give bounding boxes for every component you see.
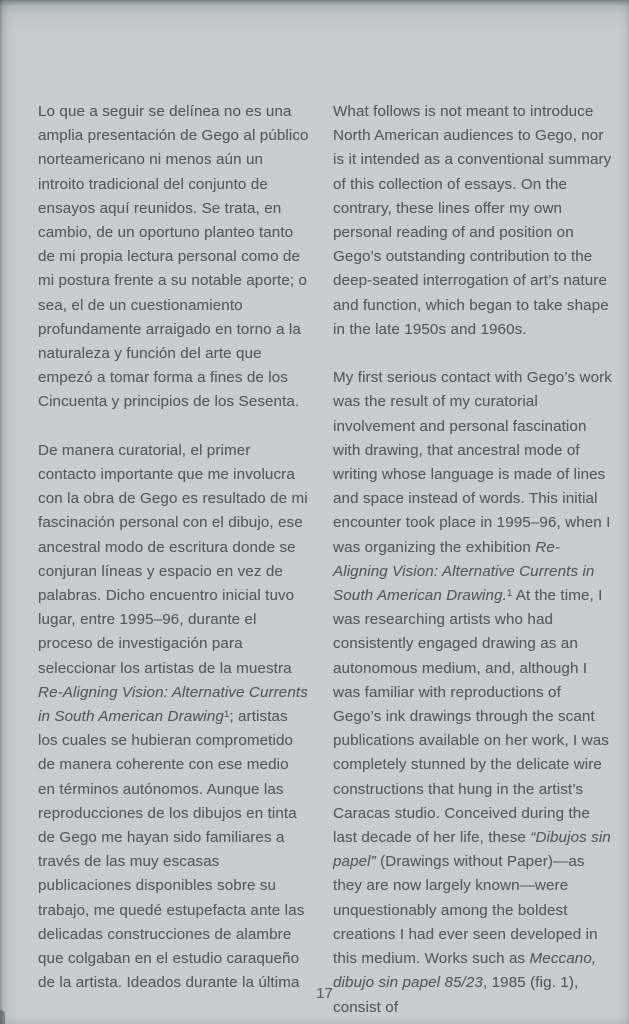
text-run: Lo que a seguir se delínea no es una amplia presentación de Gego al público norteamericano ni menos aún un introito tradicional del conjunto de ensayos aquí reunidos. Se trata, en cambio, de un oportuno planteo tanto de mi propia lectura personal como de mi postura frente a su notable aporte; o sea, el de un cuestionamiento profundamente arraigado en torno a la naturaleza y función del arte que empezó a tomar forma a fines de los Cincuenta y principios de los Sesenta.: [38, 103, 309, 411]
page-top-shadow: [0, 0, 629, 34]
text-run: De manera curatorial, el primer contacto importante que me involucra con la obra de Gego es resultado de mi fascinación personal con el dibujo, ese ancestral modo de escritura donde se conjuran líneas y espacio en vez de palabras. Dicho encuentro inicial tuvo lugar, entre 1995–96, durante el proceso de investigación para seleccionar los artistas de la muestra: [38, 441, 308, 677]
page-number: 17: [316, 985, 333, 1002]
paragraph: [333, 100, 613, 342]
page-gutter-shadow: [0, 0, 18, 1024]
paragraph: [38, 100, 310, 415]
italic-run: Meccano, dibujo sin papel 85/23: [333, 950, 597, 992]
italic-run: Re-Aligning Vision: Alternative Currents in South American Drawing.: [333, 538, 595, 605]
text-run: At the time, I was researching artists who had consistently engaged drawing as an autonomous medium, and, although I was familiar with reproductions of Gego’s ink drawings through the scant publications available on her work, I was completely stunned by the delicate wire constructions that hung in the artist’s Caracas studio. Conceived during the last decade of her life, these: [333, 587, 609, 847]
text-run: ; artistas los cuales se hubieran comprometido de manera coherente con ese medio en términos autónomos. Aunque las reproducciones de los dibujos en tinta de Gego me hayan sido familiares a través de las muy escasas publicaciones disponibles sobre su trabajo, me quedé estupefacta ante las delicadas construcciones de alambre que colgaban en el estudio caraqueño de la artista. Ideados durante la última: [38, 708, 305, 992]
footnote-reference: 1: [506, 587, 513, 599]
page-corner-shadow: [0, 1010, 5, 1024]
paragraph: [38, 439, 310, 996]
text-run: What follows is not meant to introduce North American audiences to Gego, nor is it intended as a conventional summary of this collection of essays. On the contrary, these lines offer my own personal reading of and position on Gego’s outstanding contribution to the deep-seated interrogation of art’s nature and function, which began to take shape in the late 1950s and 1960s.: [333, 103, 612, 338]
spanish-column: [38, 100, 310, 1020]
page-right-shadow: [617, 0, 629, 1024]
text-run: My first serious contact with Gego’s work was the result of my curatorial involvement and personal fascination with drawing, that ancestral mode of writing whose language is made of lines and space instead of words. This initial encounter took place in 1995–96, when I was organizing the exhibition: [333, 369, 612, 556]
italic-run: Re-Aligning Vision: Alternative Currents in South American Drawing: [38, 683, 308, 726]
english-column: [333, 100, 613, 1020]
footnote-reference: 1: [223, 708, 230, 720]
paragraph: [333, 366, 613, 1019]
text-run: (Drawings without Paper)—as they are now largely known—were unquestionably among the boldest creations I had ever seen developed in this medium. Works such as: [333, 853, 598, 968]
text-columns: [38, 100, 613, 1020]
text-run: , 1985 (fig. 1), consist of: [333, 974, 579, 1016]
italic-run: “Dibujos sin papel”: [333, 829, 611, 871]
